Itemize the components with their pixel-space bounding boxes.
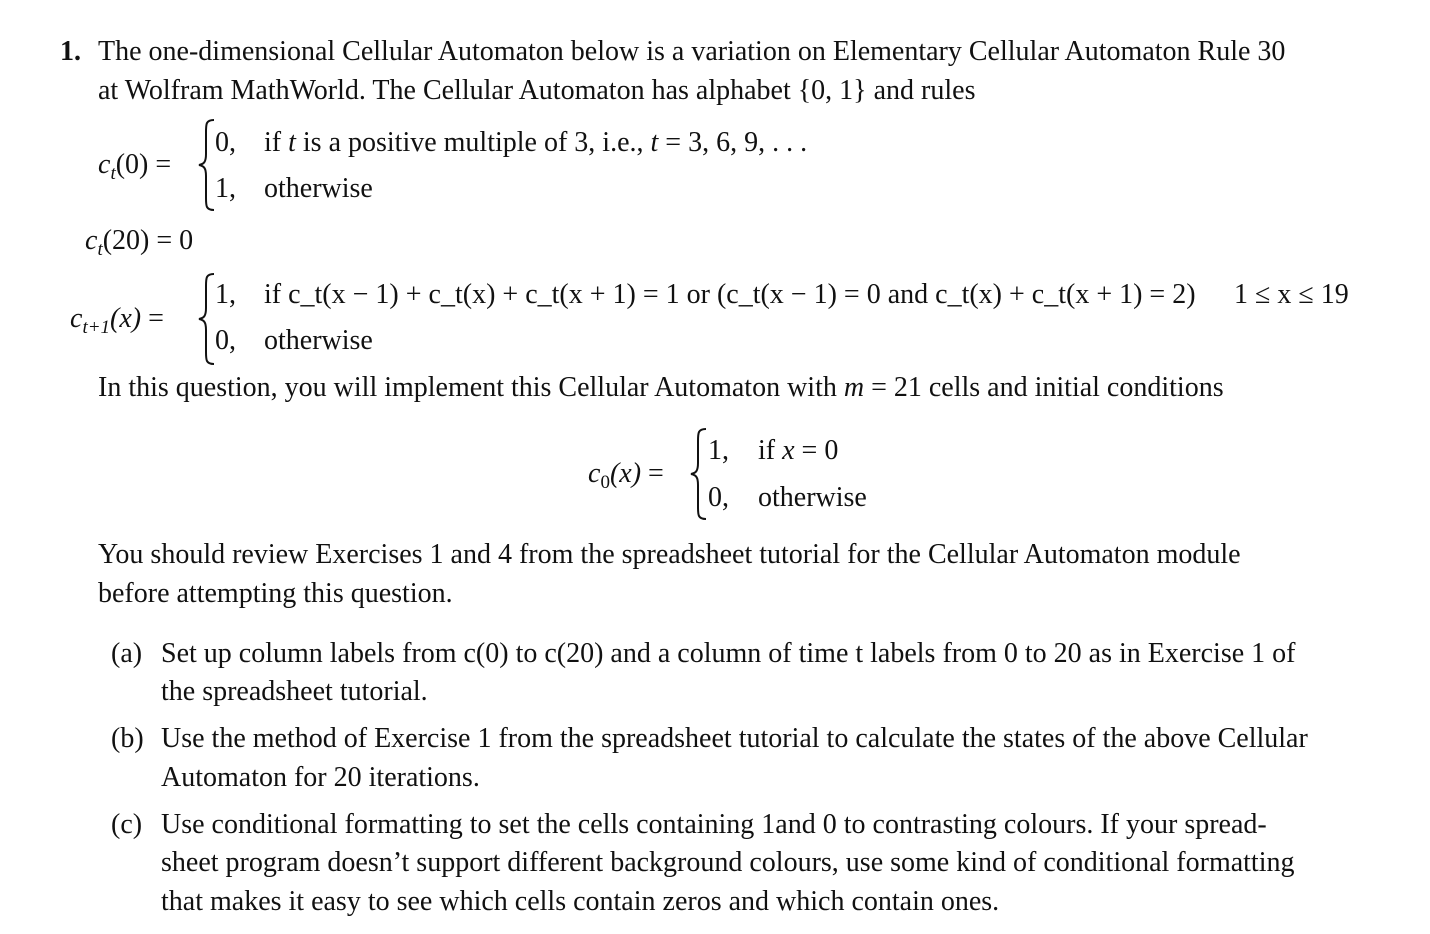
- initial-brace: [688, 427, 710, 521]
- review-line-1: You should review Exercises 1 and 4 from the spreadsheet tutorial for the Cellular Automaton module: [98, 539, 1241, 570]
- initial-case2-condition: otherwise: [758, 482, 867, 513]
- part-a-line-1: Set up column labels from c(0) to c(20) and a column of time t labels from 0 to 20 as in Exercise 1 of: [161, 638, 1296, 669]
- part-b-line-1: Use the method of Exercise 1 from the spreadsheet tutorial to calculate the states of the above Cellular: [161, 723, 1308, 754]
- rule-a-case2-condition: otherwise: [264, 173, 373, 204]
- part-c-line-3: that makes it easy to see which cells contain zeros and which contain ones.: [161, 886, 1000, 917]
- review-line-2: before attempting this question.: [98, 578, 453, 609]
- rule-c-case1-range: 1 ≤ x ≤ 19: [1234, 279, 1349, 310]
- rule-a-case2-value: 1,: [215, 173, 236, 204]
- rule-c-case1-condition: if c_t(x − 1) + c_t(x) + c_t(x + 1) = 1 or (c_t(x − 1) = 0 and c_t(x) + c_t(x + 1) = 2): [264, 279, 1196, 310]
- part-c-label: (c): [111, 809, 143, 840]
- part-b-label: (b): [111, 723, 144, 754]
- initial-case1-condition: if x = 0: [758, 435, 839, 466]
- part-c-line-1: Use conditional formatting to set the cells containing 1and 0 to contrasting colours. If your spread-: [161, 809, 1267, 840]
- rule-b: $c_t(20) = 0$: [85, 225, 194, 260]
- implement-sentence: In this question, you will implement this Cellular Automaton with m = 21 cells and initial conditions: [98, 372, 1224, 403]
- question-number: 1.: [60, 36, 81, 67]
- part-a-label: (a): [111, 638, 143, 669]
- rule-c-case1-value: 1,: [215, 279, 236, 310]
- part-a-line-2: the spreadsheet tutorial.: [161, 676, 428, 707]
- rule-c-lhs: $c_{t+1}(x)$ =: [70, 303, 164, 338]
- rule-a-case1-condition: if t is a positive multiple of 3, i.e., t = 3, 6, 9, . . .: [264, 127, 808, 158]
- initial-case1-value: 1,: [708, 435, 729, 466]
- intro-line-1: The one-dimensional Cellular Automaton below is a variation on Elementary Cellular Automaton Rule 30: [98, 36, 1286, 67]
- rule-c-case2-condition: otherwise: [264, 325, 373, 356]
- rule-a-case1-value: 0,: [215, 127, 236, 158]
- initial-lhs: $c_0(x)$ =: [588, 458, 664, 493]
- intro-line-2: at Wolfram MathWorld. The Cellular Automaton has alphabet {0, 1} and rules: [98, 75, 976, 106]
- part-c-line-2: sheet program doesn’t support different background colours, use some kind of conditional formatting: [161, 847, 1295, 878]
- initial-case2-value: 0,: [708, 482, 729, 513]
- part-b-line-2: Automaton for 20 iterations.: [161, 762, 480, 793]
- rule-c-case2-value: 0,: [215, 325, 236, 356]
- rule-a-lhs: $c_t(0)$ =: [98, 149, 172, 184]
